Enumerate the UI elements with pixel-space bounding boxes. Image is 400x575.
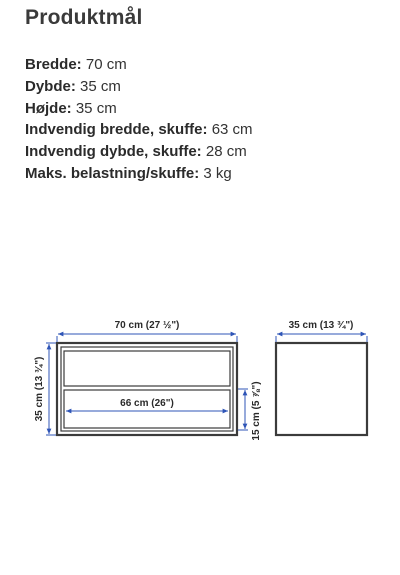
cabinet-inner-frame: [61, 347, 233, 431]
cabinet-side-outline: [276, 343, 367, 435]
spec-value: 70 cm: [81, 56, 127, 73]
front-height-dimension: [34, 343, 56, 435]
side-view: [276, 343, 367, 435]
side-depth-dimension: [276, 320, 367, 342]
front-width-label: 70 cm (27 ½"): [114, 320, 180, 331]
spec-label: Bredde:: [25, 56, 82, 73]
spec-value: 63 cm: [207, 121, 253, 139]
spec-label: Indvendig bredde, skuffe:: [25, 121, 208, 139]
drawer-bottom: [64, 390, 230, 428]
front-view: [57, 343, 237, 435]
spec-value: 35 cm: [75, 77, 121, 95]
drawer-top: [64, 351, 230, 386]
side-depth-label: 35 cm (13 ¾"): [288, 320, 354, 331]
spec-label: Højde:: [25, 99, 72, 117]
page-title: Produktmål: [25, 6, 143, 29]
spec-label: Maks. belastning/skuffe:: [25, 164, 200, 182]
drawer-height-dimension: [238, 381, 262, 440]
spec-value: 35 cm: [71, 99, 117, 117]
front-height-label: 35 cm (13 ¾"): [34, 356, 45, 422]
drawer-height-label: 15 cm (5 ⅞"): [251, 381, 262, 441]
spec-label: Dybde:: [25, 77, 76, 95]
drawer-inner-width-label: 66 cm (26"): [120, 398, 174, 409]
spec-label: Indvendig dybde, skuffe:: [25, 143, 202, 161]
spec-value: 3 kg: [199, 164, 232, 182]
cabinet-front-outline: [57, 343, 237, 435]
front-width-dimension: [57, 320, 237, 342]
spec-value: 28 cm: [201, 143, 247, 161]
drawer-inner-width-dimension: [66, 398, 228, 411]
